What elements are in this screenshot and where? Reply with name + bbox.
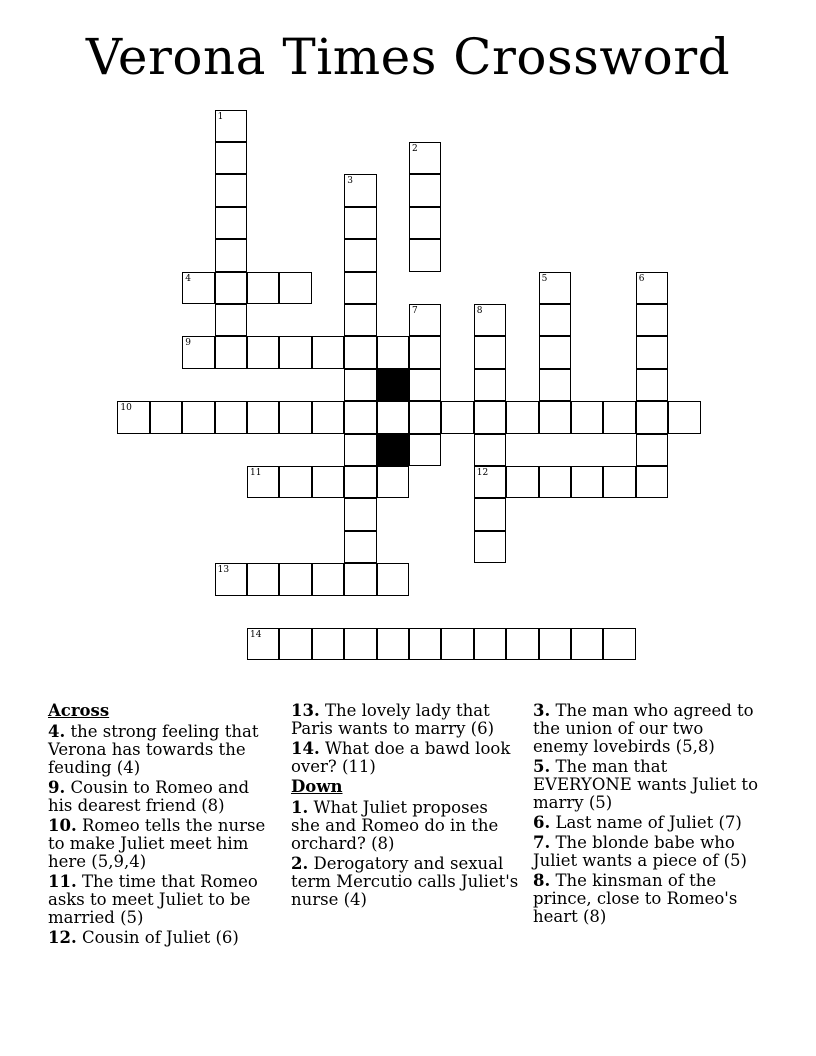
grid-cell[interactable] <box>539 304 571 336</box>
grid-cell[interactable] <box>344 174 376 206</box>
clue <box>48 723 276 777</box>
grid-cell[interactable] <box>506 628 538 660</box>
grid-cell[interactable] <box>344 434 376 466</box>
across-heading: Across <box>48 701 110 720</box>
clue <box>533 758 761 812</box>
grid-cell[interactable] <box>636 336 668 368</box>
grid-cell[interactable] <box>506 466 538 498</box>
grid-cell[interactable] <box>474 401 506 433</box>
grid-cell[interactable] <box>182 272 214 304</box>
grid-cell[interactable] <box>279 336 311 368</box>
clue-text: What doe a bawd look over? (11) <box>291 739 511 776</box>
grid-cell[interactable] <box>344 466 376 498</box>
grid-cell[interactable] <box>344 563 376 595</box>
clue-number: 1 <box>217 111 224 122</box>
grid-cell[interactable] <box>279 401 311 433</box>
grid-cell[interactable] <box>539 466 571 498</box>
grid-cell[interactable] <box>409 401 441 433</box>
grid-cell[interactable] <box>474 434 506 466</box>
clue-text: Derogatory and sexual term Mercutio calls Juliet's nurse (4) <box>291 854 519 909</box>
grid-cell[interactable] <box>409 304 441 336</box>
clue <box>48 779 276 815</box>
grid-cell[interactable] <box>409 207 441 239</box>
grid-cell[interactable] <box>312 401 344 433</box>
clue-number: 12 <box>476 468 489 478</box>
clue <box>48 873 276 927</box>
grid-cell[interactable] <box>247 272 279 304</box>
grid-cell[interactable] <box>279 272 311 304</box>
clue-text: The man that EVERYONE wants Juliet to marry (5) <box>533 757 758 812</box>
clue <box>533 702 761 756</box>
clue-number: 6 <box>638 273 645 284</box>
grid-cell[interactable] <box>409 628 441 660</box>
clue-number: 1. <box>291 798 309 817</box>
clue-text: The lovely lady that Paris wants to marry (6) <box>291 701 495 738</box>
grid-cell[interactable] <box>344 401 376 433</box>
grid-cell[interactable] <box>409 174 441 206</box>
grid-cell[interactable] <box>474 498 506 530</box>
clue-number: 11. <box>48 872 77 891</box>
grid-cell[interactable] <box>215 110 247 142</box>
grid-cell[interactable] <box>603 628 635 660</box>
grid-cell[interactable] <box>474 628 506 660</box>
grid-cell[interactable] <box>215 563 247 595</box>
clue-text: The blonde babe who Juliet wants a piece of (5) <box>533 833 747 870</box>
grid-cell[interactable] <box>377 466 409 498</box>
grid-cell[interactable] <box>474 304 506 336</box>
grid-cell[interactable] <box>636 369 668 401</box>
clue-text: The kinsman of the prince, close to Romeo's heart (8) <box>533 871 738 926</box>
grid-cell[interactable] <box>312 628 344 660</box>
grid-cell[interactable] <box>636 304 668 336</box>
grid-cell[interactable] <box>474 369 506 401</box>
clue-text: Last name of Juliet (7) <box>555 813 742 832</box>
clue <box>533 834 761 870</box>
grid-cell[interactable] <box>344 369 376 401</box>
clue-number: 10 <box>120 403 132 414</box>
clue-number: 13. <box>291 701 320 720</box>
grid-cell[interactable] <box>279 466 311 498</box>
grid-cell[interactable] <box>247 563 279 595</box>
clue-number: 9. <box>48 778 66 797</box>
page-title: Verona Times Crossword <box>85 28 731 86</box>
clue-text: The man who agreed to the union of our two enemy lovebirds (5,8) <box>533 701 754 756</box>
clues-column-2 <box>291 702 519 911</box>
clues-column-1 <box>48 702 276 949</box>
grid-cell[interactable] <box>409 239 441 271</box>
clue-number: 12. <box>48 928 77 947</box>
clue <box>291 702 519 738</box>
grid-cell[interactable] <box>182 336 214 368</box>
grid-cell[interactable] <box>636 434 668 466</box>
grid-cell[interactable] <box>474 531 506 563</box>
grid-cell[interactable] <box>441 628 473 660</box>
grid-cell[interactable] <box>117 401 149 433</box>
grid-cell[interactable] <box>215 272 247 304</box>
clue-number: 7. <box>533 833 551 852</box>
grid-cell[interactable] <box>474 466 506 498</box>
clue-number: 11 <box>250 468 262 478</box>
clue-number: 5 <box>541 273 548 284</box>
grid-cell[interactable] <box>215 207 247 239</box>
grid-cell[interactable] <box>636 272 668 304</box>
grid-cell[interactable] <box>182 401 214 433</box>
grid-cell[interactable] <box>247 336 279 368</box>
clue <box>48 929 276 947</box>
clue-number: 10. <box>48 816 77 835</box>
black-cell <box>377 434 409 466</box>
clue-number: 4 <box>185 273 191 284</box>
down-heading: Down <box>291 777 343 796</box>
grid-cell[interactable] <box>215 401 247 433</box>
grid-cell[interactable] <box>506 401 538 433</box>
grid-cell[interactable] <box>344 498 376 530</box>
grid-cell[interactable] <box>571 401 603 433</box>
grid-cell[interactable] <box>539 401 571 433</box>
grid-cell[interactable] <box>409 336 441 368</box>
black-cell <box>377 369 409 401</box>
grid-cell[interactable] <box>539 336 571 368</box>
clue-number: 5. <box>533 757 551 776</box>
clue-text: What Juliet proposes she and Romeo do in the orchard? (8) <box>291 798 499 853</box>
grid-cell[interactable] <box>247 401 279 433</box>
clue <box>291 855 519 909</box>
grid-cell[interactable] <box>603 401 635 433</box>
grid-cell[interactable] <box>279 628 311 660</box>
grid-cell[interactable] <box>247 628 279 660</box>
clue-number: 2 <box>412 144 418 154</box>
clue-number: 14 <box>250 630 262 640</box>
grid-cell[interactable] <box>344 272 376 304</box>
grid-cell[interactable] <box>409 142 441 174</box>
grid-cell[interactable] <box>636 401 668 433</box>
grid-cell[interactable] <box>215 142 247 174</box>
clue-number: 8. <box>533 871 551 890</box>
grid-cell[interactable] <box>312 563 344 595</box>
grid-cell[interactable] <box>150 401 182 433</box>
grid-cell[interactable] <box>377 628 409 660</box>
clues-column-3 <box>533 702 761 928</box>
grid-cell[interactable] <box>344 531 376 563</box>
clue-text: Cousin to Romeo and his dearest friend (8) <box>48 778 250 815</box>
grid-cell[interactable] <box>279 563 311 595</box>
clue-number: 3 <box>347 176 353 187</box>
grid-cell[interactable] <box>344 304 376 336</box>
grid-cell[interactable] <box>215 239 247 271</box>
grid-cell[interactable] <box>344 336 376 368</box>
clue-number: 13 <box>217 565 230 576</box>
grid-cell[interactable] <box>247 466 279 498</box>
clue-text: The time that Romeo asks to meet Juliet to be married (5) <box>48 872 258 927</box>
clue-text: Cousin of Juliet (6) <box>81 928 239 947</box>
grid-cell[interactable] <box>215 174 247 206</box>
grid-cell[interactable] <box>312 466 344 498</box>
grid-cell[interactable] <box>571 466 603 498</box>
clue <box>48 817 276 871</box>
clue <box>291 740 519 776</box>
grid-cell[interactable] <box>539 369 571 401</box>
grid-cell[interactable] <box>603 466 635 498</box>
clue <box>291 799 519 853</box>
grid-cell[interactable] <box>215 336 247 368</box>
clue-number: 7 <box>412 306 418 316</box>
clue-number: 9 <box>185 338 191 349</box>
grid-cell[interactable] <box>539 628 571 660</box>
clue-text: the strong feeling that Verona has towards the feuding (4) <box>48 722 259 777</box>
grid-cell[interactable] <box>668 401 700 433</box>
grid-cell[interactable] <box>474 336 506 368</box>
grid-cell[interactable] <box>377 401 409 433</box>
grid-cell[interactable] <box>571 628 603 660</box>
clue-number: 3. <box>533 701 551 720</box>
clue-text: Romeo tells the nurse to make Juliet meet him here (5,9,4) <box>48 816 266 871</box>
clue-number: 14. <box>291 739 320 758</box>
grid-cell[interactable] <box>344 239 376 271</box>
clue-number: 4. <box>48 722 66 741</box>
grid-cell[interactable] <box>344 628 376 660</box>
grid-cell[interactable] <box>539 272 571 304</box>
clue <box>533 872 761 926</box>
grid-cell[interactable] <box>636 466 668 498</box>
grid-cell[interactable] <box>409 369 441 401</box>
grid-cell[interactable] <box>215 304 247 336</box>
grid-cell[interactable] <box>377 563 409 595</box>
grid-cell[interactable] <box>409 434 441 466</box>
grid-cell[interactable] <box>377 336 409 368</box>
grid-cell[interactable] <box>344 207 376 239</box>
grid-cell[interactable] <box>441 401 473 433</box>
clue-number: 6. <box>533 813 551 832</box>
grid-cell[interactable] <box>312 336 344 368</box>
clue-number: 2. <box>291 854 309 873</box>
clue-number: 8 <box>476 306 483 316</box>
clue <box>533 814 761 832</box>
